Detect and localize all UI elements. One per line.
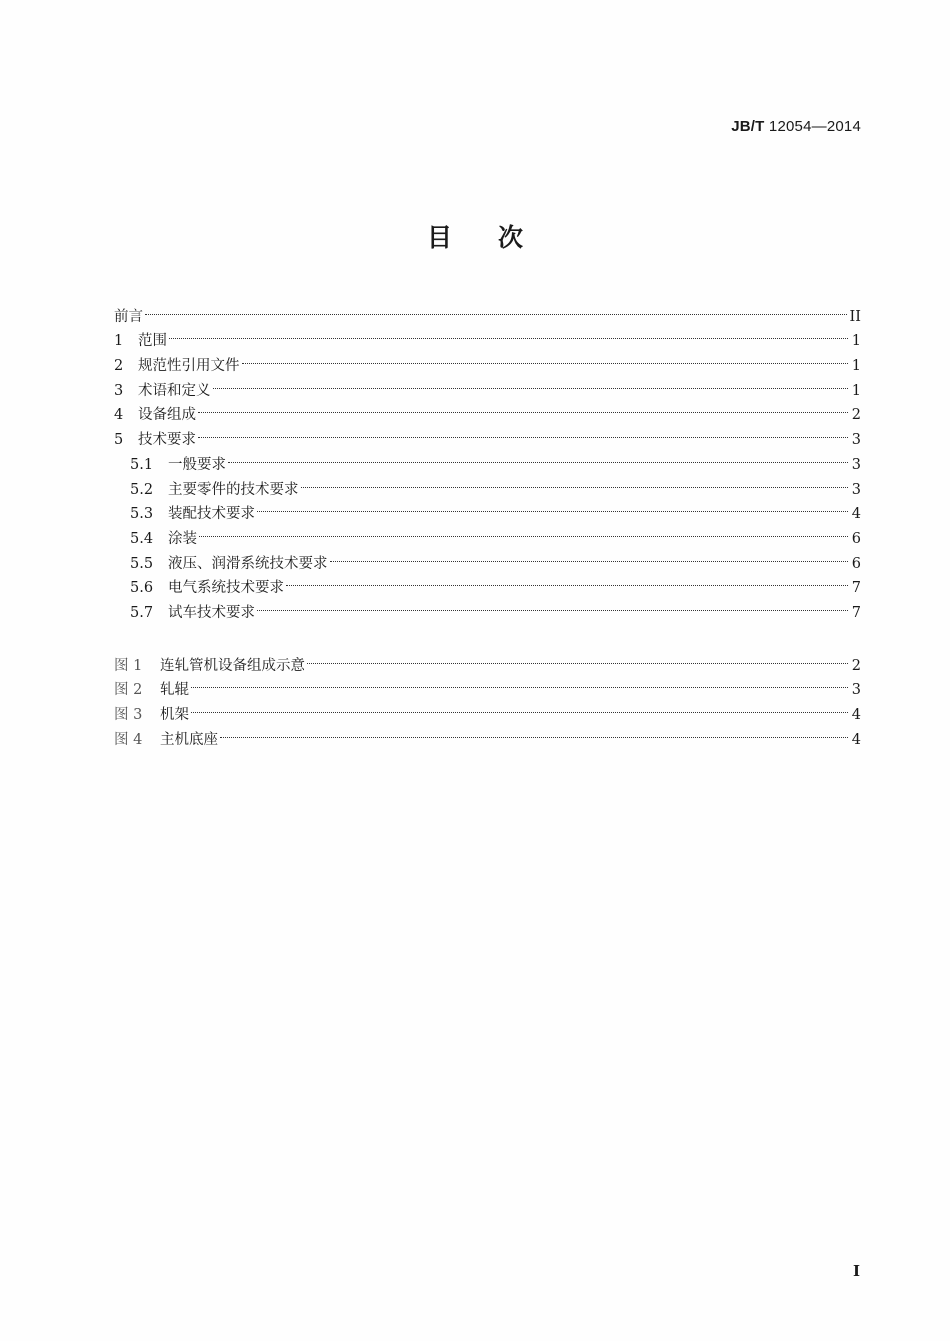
- toc-number: 5.4: [130, 530, 154, 547]
- figure-page-number: 3: [851, 682, 861, 699]
- toc-number: 5.2: [130, 481, 154, 498]
- toc-label: 规范性引用文件: [138, 358, 240, 375]
- toc-page-number: 6: [851, 555, 861, 572]
- toc-page-number: 1: [851, 358, 861, 375]
- dot-leader: [257, 494, 848, 519]
- table-of-contents: [114, 296, 861, 621]
- standard-prefix: JB/T: [731, 118, 765, 135]
- dot-leader: [198, 395, 848, 420]
- page-number: I: [852, 1262, 860, 1280]
- standard-code: [731, 118, 861, 135]
- figure-label: 连轧管机设备组成示意: [160, 657, 305, 674]
- dot-leader: [199, 518, 848, 543]
- dot-leader: [191, 670, 848, 695]
- toc-page-number: 1: [851, 333, 861, 350]
- dot-leader: [145, 296, 847, 321]
- toc-label: 涂装: [168, 530, 197, 547]
- toc-label: 液压、润滑系统技术要求: [168, 555, 328, 572]
- dot-leader: [198, 419, 848, 444]
- dot-leader: [242, 345, 849, 370]
- list-of-figures: [114, 645, 861, 748]
- figure-number: 图 2: [114, 682, 143, 699]
- toc-label: 技术要求: [138, 432, 196, 449]
- toc-entry-5[interactable]: [114, 419, 861, 449]
- toc-entry-3[interactable]: [114, 370, 861, 399]
- toc-number: 5.7: [130, 604, 154, 621]
- toc-label: 电气系统技术要求: [168, 580, 284, 597]
- figure-page-number: 2: [851, 657, 861, 674]
- toc-label: 前言: [114, 308, 143, 325]
- toc-entry-1[interactable]: [114, 321, 861, 350]
- figure-entry-4[interactable]: [114, 719, 861, 748]
- dot-leader: [169, 321, 848, 346]
- page-title: 目次: [426, 223, 569, 252]
- dot-leader: [213, 370, 849, 395]
- figure-label: 机架: [160, 707, 189, 724]
- toc-page-number: 3: [851, 481, 861, 498]
- toc-entry-2[interactable]: [114, 345, 861, 375]
- toc-number: 5.5: [130, 555, 154, 572]
- figure-label: 轧辊: [160, 682, 189, 699]
- toc-label: 术语和定义: [138, 382, 211, 399]
- toc-page-number: II: [849, 308, 861, 325]
- dot-leader: [191, 694, 848, 719]
- toc-label: 装配技术要求: [168, 506, 255, 523]
- toc-entry-5-2[interactable]: [114, 469, 861, 498]
- figure-number: 图 4: [114, 731, 143, 748]
- toc-number: 5.3: [130, 506, 154, 523]
- standard-number: 12054—2014: [768, 118, 861, 135]
- dot-leader: [286, 568, 848, 593]
- figure-number: 图 1: [114, 657, 143, 674]
- dot-leader: [228, 444, 848, 469]
- toc-page-number: 6: [851, 530, 861, 547]
- dot-leader: [220, 719, 848, 744]
- figure-label: 主机底座: [160, 731, 218, 748]
- toc-page-number: 4: [851, 506, 861, 523]
- figure-page-number: 4: [851, 707, 861, 724]
- toc-number: 5.1: [130, 456, 154, 473]
- toc-page-number: 3: [851, 456, 861, 473]
- toc-page-number: 3: [851, 432, 861, 449]
- toc-label: 设备组成: [138, 407, 196, 424]
- toc-entry-5-5[interactable]: [114, 543, 861, 572]
- toc-number: 3: [114, 382, 124, 399]
- toc-label: 试车技术要求: [168, 604, 255, 621]
- toc-label: 范围: [138, 333, 167, 350]
- figure-number: 图 3: [114, 707, 143, 724]
- toc-entry-4[interactable]: [114, 395, 861, 424]
- figure-page-number: 4: [851, 731, 861, 748]
- toc-page-number: 7: [851, 580, 861, 597]
- toc-entry-5-4[interactable]: [114, 518, 861, 547]
- toc-number: 4: [114, 407, 124, 424]
- toc-number: 5.6: [130, 580, 154, 597]
- toc-label: 主要零件的技术要求: [168, 481, 299, 498]
- figure-entry-3[interactable]: [114, 694, 861, 724]
- toc-page-number: 7: [851, 604, 861, 621]
- toc-entry-foreword[interactable]: [114, 296, 861, 325]
- toc-entry-5-1[interactable]: [114, 444, 861, 473]
- toc-number: 5: [114, 432, 124, 449]
- figure-entry-1[interactable]: [114, 645, 861, 674]
- dot-leader: [257, 592, 848, 617]
- dot-leader: [330, 543, 849, 568]
- toc-page-number: 2: [851, 407, 861, 424]
- toc-label: 一般要求: [168, 456, 226, 473]
- dot-leader: [301, 469, 849, 494]
- figure-entry-2[interactable]: [114, 670, 861, 699]
- dot-leader: [307, 645, 848, 670]
- toc-number: 2: [114, 358, 124, 375]
- toc-number: 1: [114, 333, 124, 350]
- toc-page-number: 1: [851, 382, 861, 399]
